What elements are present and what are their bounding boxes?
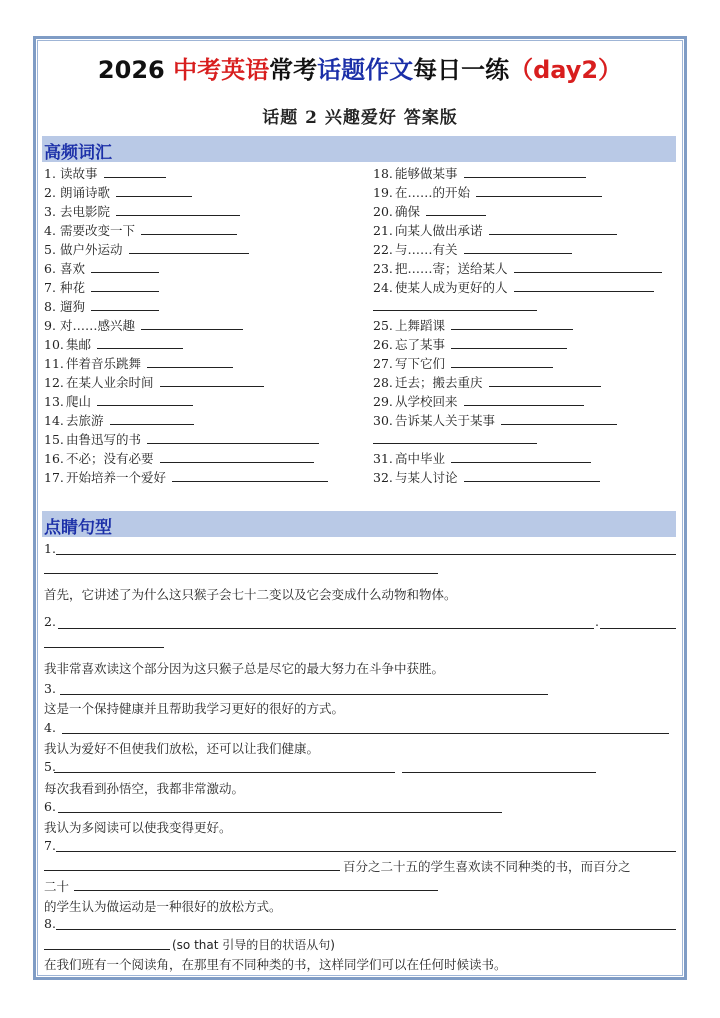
- vocab-right-term: 从学校回来: [395, 394, 458, 409]
- title-black-2: 每日一练: [413, 56, 510, 84]
- sentence-8-chinese: 在我们班有一个阅读角，在那里有不同种类的书，这样同学们可以在任何时候读书。: [44, 957, 507, 972]
- sentence-7-number: 7.: [44, 838, 56, 853]
- vocab-left-term: 读故事: [60, 166, 98, 181]
- vocab-right-answer-blank[interactable]: [451, 355, 553, 368]
- sentence-1-chinese: 首先，它讲述了为什么这只猴子会七十二变以及它会变成什么动物和物体。: [44, 587, 457, 602]
- vocab-right-continuation-blank[interactable]: [373, 298, 537, 311]
- vocab-right-term: 向某人做出承诺: [395, 223, 483, 238]
- sentence-5-chinese: 每次我看到孙悟空，我都非常激动。: [44, 781, 245, 796]
- sentence-4-blank[interactable]: [62, 733, 669, 734]
- sentence-8-blank-2[interactable]: [44, 949, 170, 950]
- sentence-6-blank[interactable]: [58, 812, 502, 813]
- vocab-right-answer-blank[interactable]: [514, 279, 654, 292]
- sentence-section-title: 点睛句型: [44, 518, 112, 538]
- vocab-right-number: 27.: [373, 356, 393, 371]
- vocab-right-answer-blank[interactable]: [464, 469, 600, 482]
- vocab-right-row: [373, 392, 662, 411]
- vocab-left-number: 1.: [44, 166, 56, 181]
- vocab-left-answer-blank[interactable]: [116, 203, 240, 216]
- vocab-right-term: 确保: [395, 204, 421, 219]
- sentence-3-number: 3.: [44, 681, 56, 696]
- vocab-right-row: [373, 183, 662, 202]
- vocab-right-number: 21.: [373, 223, 393, 238]
- vocab-left-row: [44, 335, 328, 354]
- vocab-left-term: 爬山: [66, 394, 92, 409]
- vocab-left-term: 喜欢: [60, 261, 86, 276]
- vocab-section-title: 高频词汇: [44, 143, 112, 163]
- vocab-right-answer-blank[interactable]: [501, 412, 617, 425]
- vocab-right-number: 32.: [373, 470, 393, 485]
- vocab-left-row: [44, 430, 328, 449]
- vocab-right-answer-blank[interactable]: [451, 336, 567, 349]
- vocab-left-number: 15.: [44, 432, 64, 447]
- vocab-right-answer-blank[interactable]: [464, 393, 584, 406]
- vocab-left-answer-blank[interactable]: [97, 336, 183, 349]
- vocab-right-answer-blank[interactable]: [464, 165, 586, 178]
- vocab-left-term: 开始培养一个爱好: [66, 470, 167, 485]
- sentence-6-number: 6.: [44, 799, 56, 814]
- vocab-right-number: 20.: [373, 204, 393, 219]
- sentence-8-number: 8.: [44, 916, 56, 931]
- sentence-section-header: [42, 511, 676, 537]
- vocab-left-term: 在某人业余时间: [66, 375, 154, 390]
- vocab-left-row: [44, 392, 328, 411]
- vocab-right-row: [373, 335, 662, 354]
- vocab-left-answer-blank[interactable]: [172, 469, 328, 482]
- vocab-left-answer-blank[interactable]: [91, 298, 159, 311]
- page-subtitle: 话题 2 兴趣爱好 答案版: [262, 108, 458, 128]
- vocab-left-term: 去旅游: [66, 413, 104, 428]
- vocab-left-answer-blank[interactable]: [110, 412, 194, 425]
- vocab-right-number: 28.: [373, 375, 393, 390]
- vocab-right-row: [373, 164, 662, 183]
- vocab-left-row: [44, 183, 328, 202]
- sentence-2-dot: .: [595, 614, 599, 629]
- vocab-right-term: 忘了某事: [395, 337, 446, 352]
- vocab-right-row: [373, 411, 662, 430]
- sentence-2-number: 2.: [44, 614, 56, 629]
- vocab-right-number: 30.: [373, 413, 393, 428]
- vocab-left-answer-blank[interactable]: [141, 317, 243, 330]
- vocab-right-term: 使某人成为更好的人: [395, 280, 508, 295]
- vocab-left-row: [44, 411, 328, 430]
- vocab-left-answer-blank[interactable]: [116, 184, 192, 197]
- sentence-4-chinese: 我认为爱好不但使我们放松，还可以让我们健康。: [44, 741, 320, 756]
- sentence-7-blank-3[interactable]: [74, 890, 438, 891]
- vocab-left-answer-blank[interactable]: [160, 450, 314, 463]
- vocab-right-row: [373, 430, 662, 449]
- vocab-left-answer-blank[interactable]: [147, 431, 319, 444]
- vocab-right-term: 与某人讨论: [395, 470, 458, 485]
- vocab-right-row: [373, 373, 662, 392]
- vocab-right-row: [373, 449, 662, 468]
- vocab-right-answer-blank[interactable]: [489, 222, 617, 235]
- vocab-right-row: [373, 221, 662, 240]
- vocab-right-column: [373, 164, 662, 487]
- sentence-3-chinese: 这是一个保持健康并且帮助我学习更好的很好的方式。: [44, 701, 345, 716]
- vocab-right-number: 24.: [373, 280, 393, 295]
- vocab-right-row: [373, 202, 662, 221]
- vocab-right-answer-blank[interactable]: [464, 241, 572, 254]
- vocab-right-term: 上舞蹈课: [395, 318, 446, 333]
- vocab-left-row: [44, 373, 328, 392]
- vocab-left-answer-blank[interactable]: [97, 393, 193, 406]
- vocab-left-column: [44, 164, 328, 487]
- vocab-right-number: 25.: [373, 318, 393, 333]
- title-blue: 话题作文: [317, 56, 414, 84]
- vocab-right-answer-blank[interactable]: [489, 374, 601, 387]
- vocab-left-term: 需要改变一下: [60, 223, 136, 238]
- vocab-left-answer-blank[interactable]: [160, 374, 264, 387]
- vocab-left-row: [44, 259, 328, 278]
- vocab-left-answer-blank[interactable]: [141, 222, 237, 235]
- vocab-left-term: 种花: [60, 280, 86, 295]
- vocab-right-row: [373, 468, 662, 487]
- vocab-left-answer-blank[interactable]: [91, 260, 159, 273]
- vocab-right-row: [373, 278, 662, 297]
- vocab-left-number: 12.: [44, 375, 64, 390]
- vocab-right-term: 高中毕业: [395, 451, 446, 466]
- vocab-left-term: 遛狗: [60, 299, 86, 314]
- vocab-left-row: [44, 354, 328, 373]
- vocab-left-term: 去电影院: [60, 204, 111, 219]
- vocab-right-answer-blank[interactable]: [476, 184, 602, 197]
- sentence-4-number: 4.: [44, 720, 56, 735]
- page-title: [0, 50, 720, 85]
- sentence-8-hint: (so that 引导的目的状语从句): [172, 938, 335, 952]
- vocab-left-number: 6.: [44, 261, 56, 276]
- vocab-right-number: 31.: [373, 451, 393, 466]
- sentence-3-blank[interactable]: [60, 694, 548, 695]
- sentence-5-blank[interactable]: [54, 772, 395, 773]
- vocab-right-row: [373, 316, 662, 335]
- vocab-left-term: 朗诵诗歌: [60, 185, 111, 200]
- sentence-7-blank[interactable]: [56, 851, 676, 852]
- vocab-left-answer-blank[interactable]: [129, 241, 249, 254]
- sentence-2-blank-b[interactable]: [600, 628, 676, 629]
- vocab-section-header: [42, 136, 676, 162]
- vocab-right-term: 写下它们: [395, 356, 446, 371]
- vocab-left-number: 10.: [44, 337, 64, 352]
- vocab-right-answer-blank[interactable]: [514, 260, 662, 273]
- vocab-right-continuation-blank[interactable]: [373, 431, 537, 444]
- sentence-2-blank-2[interactable]: [44, 647, 164, 648]
- vocab-right-row: [373, 354, 662, 373]
- vocab-left-term: 由鲁迅写的书: [66, 432, 142, 447]
- vocab-left-answer-blank[interactable]: [104, 165, 166, 178]
- title-black-1: 常考: [269, 56, 318, 84]
- vocab-left-number: 5.: [44, 242, 56, 257]
- vocab-right-number: 26.: [373, 337, 393, 352]
- sentence-1-blank[interactable]: [56, 554, 676, 555]
- sentence-7-chinese-c: 的学生认为做运动是一种很好的放松方式。: [44, 899, 282, 914]
- vocab-right-number: 23.: [373, 261, 393, 276]
- vocab-left-term: 不必；没有必要: [66, 451, 154, 466]
- vocab-left-row: [44, 202, 328, 221]
- title-year: 2026: [97, 56, 165, 84]
- vocab-left-number: 9.: [44, 318, 56, 333]
- title-red-2: （day2）: [509, 56, 623, 84]
- vocab-right-row: [373, 259, 662, 278]
- vocab-right-term: 能够做某事: [395, 166, 458, 181]
- vocab-left-term: 集邮: [66, 337, 92, 352]
- vocab-left-number: 7.: [44, 280, 56, 295]
- vocab-left-row: [44, 297, 328, 316]
- sentence-5-blank-b[interactable]: [402, 772, 596, 773]
- vocab-right-answer-blank[interactable]: [451, 450, 591, 463]
- vocab-right-number: 29.: [373, 394, 393, 409]
- vocab-right-answer-blank[interactable]: [451, 317, 573, 330]
- sentence-1-number: 1.: [44, 541, 56, 556]
- vocab-left-number: 3.: [44, 204, 56, 219]
- vocab-left-number: 2.: [44, 185, 56, 200]
- vocab-left-row: [44, 316, 328, 335]
- vocab-left-term: 做户外运动: [60, 242, 123, 257]
- vocab-left-number: 17.: [44, 470, 64, 485]
- vocab-left-number: 16.: [44, 451, 64, 466]
- sentence-7-chinese-b: 二十: [44, 879, 70, 894]
- vocab-left-row: [44, 278, 328, 297]
- vocab-left-answer-blank[interactable]: [91, 279, 159, 292]
- sentence-8-blank[interactable]: [56, 929, 676, 930]
- sentence-6-chinese: 我认为多阅读可以使我变得更好。: [44, 820, 232, 835]
- vocab-left-number: 8.: [44, 299, 56, 314]
- vocab-right-answer-blank[interactable]: [426, 203, 486, 216]
- sentence-7-blank-2[interactable]: [44, 870, 340, 871]
- vocab-left-row: [44, 164, 328, 183]
- vocab-right-term: 与……有关: [395, 242, 458, 257]
- vocab-right-term: 迁去；搬去重庆: [395, 375, 483, 390]
- sentence-2-blank[interactable]: [58, 628, 594, 629]
- vocab-right-row: [373, 297, 662, 316]
- vocab-left-number: 11.: [44, 356, 64, 371]
- sentence-1-blank-2[interactable]: [44, 573, 438, 574]
- vocab-right-term: 把……寄；送给某人: [395, 261, 508, 276]
- vocab-right-term: 在……的开始: [395, 185, 471, 200]
- sentence-7-chinese-a: 百分之二十五的学生喜欢读不同种类的书，而百分之: [343, 859, 631, 874]
- vocab-left-number: 14.: [44, 413, 64, 428]
- vocab-left-row: [44, 221, 328, 240]
- vocab-right-number: 22.: [373, 242, 393, 257]
- vocab-left-term: 伴着音乐跳舞: [66, 356, 142, 371]
- vocab-right-row: [373, 240, 662, 259]
- vocab-right-number: 18.: [373, 166, 393, 181]
- vocab-left-number: 13.: [44, 394, 64, 409]
- sentence-2-chinese: 我非常喜欢读这个部分因为这只猴子总是尽它的最大努力在斗争中获胜。: [44, 661, 445, 676]
- vocab-left-term: 对……感兴趣: [60, 318, 136, 333]
- vocab-left-row: [44, 240, 328, 259]
- vocab-left-row: [44, 468, 328, 487]
- title-red-1: 中考英语: [173, 56, 270, 84]
- vocab-right-number: 19.: [373, 185, 393, 200]
- vocab-left-number: 4.: [44, 223, 56, 238]
- vocab-right-term: 告诉某人关于某事: [395, 413, 496, 428]
- vocab-left-row: [44, 449, 328, 468]
- sentence-5-number: 5.: [44, 759, 56, 774]
- vocab-left-answer-blank[interactable]: [147, 355, 233, 368]
